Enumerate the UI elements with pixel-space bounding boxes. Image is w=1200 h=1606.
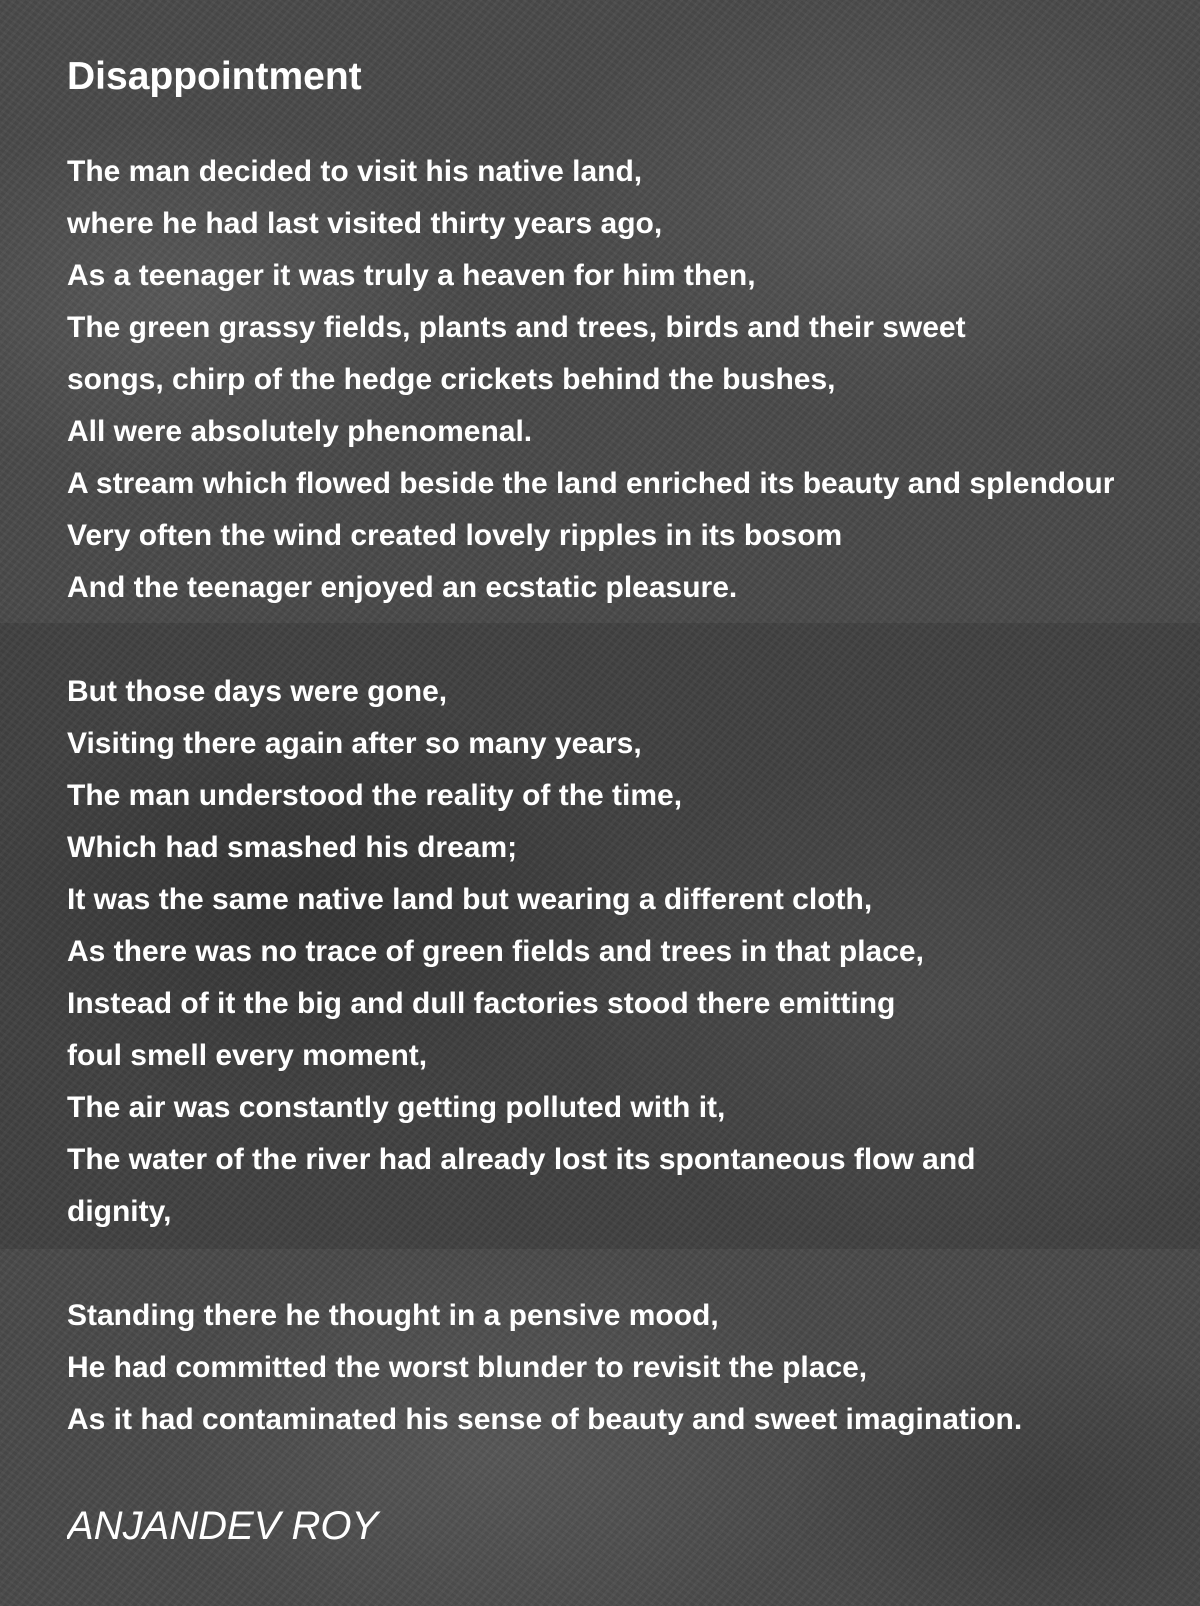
- poem-line: foul smell every moment,: [67, 1039, 428, 1072]
- poem-line: Which had smashed his dream;: [67, 831, 518, 864]
- poem-line: He had committed the worst blunder to revisit the place,: [67, 1351, 868, 1384]
- poem-author: ANJANDEV ROY: [67, 1504, 379, 1548]
- poem-line: Very often the wind created lovely ripples in its bosom: [67, 519, 843, 552]
- poem-line: The water of the river had already lost its spontaneous flow and: [67, 1143, 976, 1176]
- poem-line: Visiting there again after so many years,: [67, 727, 642, 760]
- poem-line: The green grassy fields, plants and trees, birds and their sweet: [67, 311, 966, 344]
- poem-line: dignity,: [67, 1195, 172, 1228]
- stanza-2: [67, 666, 1200, 1238]
- poem-line: The man understood the reality of the time,: [67, 779, 683, 812]
- poem-line: Standing there he thought in a pensive mood,: [67, 1299, 719, 1332]
- poem-container: [67, 52, 1200, 1554]
- poem-title: Disappointment: [67, 55, 362, 98]
- poem-line: As it had contaminated his sense of beauty and sweet imagination.: [67, 1403, 1023, 1436]
- stanza-3: [67, 1290, 1200, 1446]
- poem-line: As there was no trace of green fields and trees in that place,: [67, 935, 924, 968]
- poem-line: A stream which flowed beside the land enriched its beauty and splendour: [67, 467, 1115, 500]
- poem-line: The air was constantly getting polluted with it,: [67, 1091, 726, 1124]
- poem-line: And the teenager enjoyed an ecstatic pleasure.: [67, 571, 738, 604]
- poem-line: As a teenager it was truly a heaven for him then,: [67, 259, 756, 292]
- poem-line: The man decided to visit his native land,: [67, 155, 643, 188]
- poem-line: It was the same native land but wearing a different cloth,: [67, 883, 873, 916]
- poem-line: All were absolutely phenomenal.: [67, 415, 533, 448]
- poem-line: where he had last visited thirty years ago,: [67, 207, 663, 240]
- poem-line: Instead of it the big and dull factories stood there emitting: [67, 987, 896, 1020]
- poem-line: But those days were gone,: [67, 675, 448, 708]
- poem-line: songs, chirp of the hedge crickets behind the bushes,: [67, 363, 836, 396]
- stanza-1: [67, 146, 1200, 614]
